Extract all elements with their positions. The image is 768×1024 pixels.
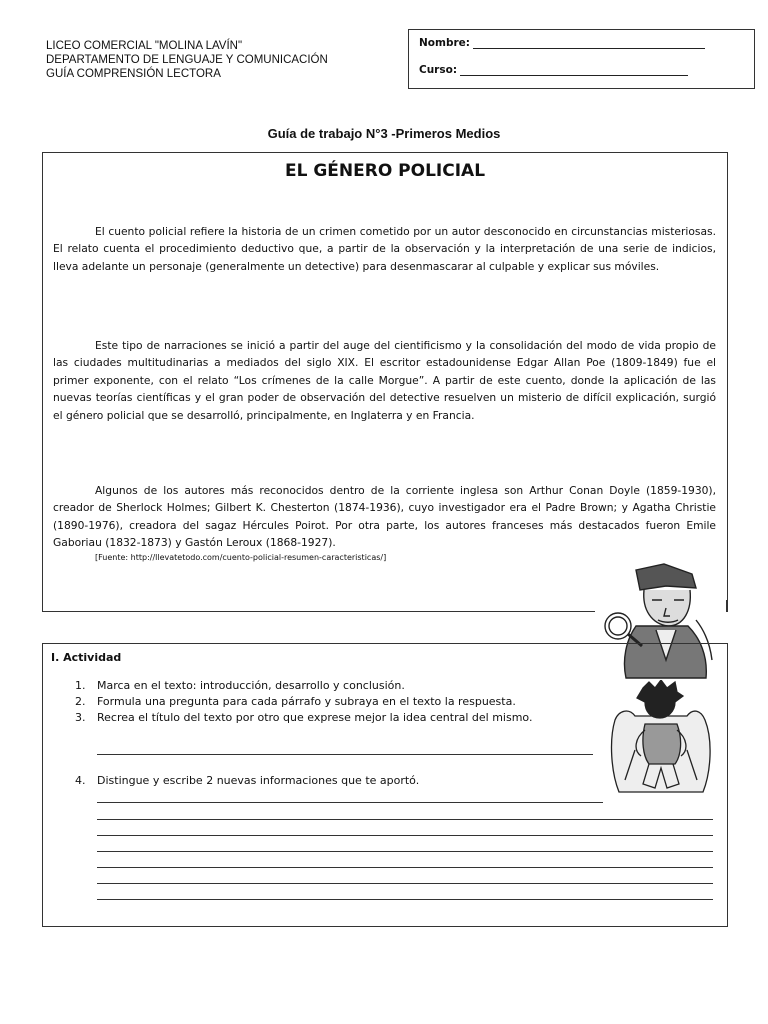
answer-line-4f[interactable]: [97, 883, 713, 884]
paragraph-1: El cuento policial refiere la historia de un crimen cometido por un autor desconocido en circunstancias misteriosas. El relato cuenta el procedimiento deductivo que, a partir de la observación y la interpretación de una serie de indicios, lleva adelante un personaje (generalmente un detective) para desenmascarar al culpable y explicar sus móviles.: [53, 225, 716, 273]
activity-item-1: 1. Marca en el texto: introducción, desarrollo y conclusión.: [75, 679, 405, 692]
school-header: [46, 39, 328, 81]
answer-line-4a[interactable]: [97, 802, 603, 803]
school-name: LICEO COMERCIAL "MOLINA LAVÍN": [46, 40, 243, 52]
department-name: DEPARTAMENTO DE LENGUAJE Y COMUNICACIÓN: [46, 54, 328, 66]
paragraph-3: Algunos de los autores más reconocidos dentro de la corriente inglesa son Arthur Conan Doyle (1859-1930), creador de Sherlock Holmes; Gilbert K. Chesterton (1874-1936), cuyo investigador era el Padre Brown; y Agatha Christie (1890-1976), creadora del sagaz Hércules Poirot. Por otra parte, los autores franceses más destacados fueron Emile Gaboriau (1832-1873) y Gastón Leroux (1868-1927).: [53, 484, 716, 550]
reading-box: [42, 152, 728, 612]
course-row: [419, 64, 688, 76]
name-row: [419, 37, 705, 49]
reading-box-right-border: [726, 600, 727, 612]
student-info-box: [408, 29, 755, 89]
guide-title: Guía de trabajo N°3 -Primeros Medios: [267, 126, 501, 141]
activity-item-4: 4. Distingue y escribe 2 nuevas informaciones que te aportó.: [75, 774, 420, 787]
course-label: Curso:: [419, 64, 458, 76]
guide-type: GUÍA COMPRENSIÓN LECTORA: [46, 68, 221, 80]
seated-figure-icon: [605, 680, 717, 796]
answer-line-4g[interactable]: [97, 899, 713, 900]
answer-line-3[interactable]: [97, 754, 593, 755]
reading-heading: EL GÉNERO POLICIAL: [284, 161, 486, 181]
reading-box-bottom-border: [42, 611, 595, 612]
activity-item-2: 2. Formula una pregunta para cada párrafo y subraya en el texto la respuesta.: [75, 695, 516, 708]
answer-line-4e[interactable]: [97, 867, 713, 868]
source-citation: [Fuente: http://llevatetodo.com/cuento-policial-resumen-caracteristicas/]: [95, 553, 387, 562]
name-label: Nombre:: [419, 37, 470, 49]
activity-item-text: Recrea el título del texto por otro que exprese mejor la idea central del mismo.: [97, 711, 533, 724]
name-field[interactable]: [473, 38, 705, 49]
activity-item-text: Formula una pregunta para cada párrafo y subraya en el texto la respuesta.: [97, 695, 516, 708]
activity-title: I. Actividad: [51, 651, 122, 664]
answer-line-4b[interactable]: [97, 819, 713, 820]
course-field[interactable]: [460, 65, 688, 76]
activity-item-3: 3. Recrea el título del texto por otro que exprese mejor la idea central del mismo.: [75, 711, 533, 724]
paragraph-2: Este tipo de narraciones se inició a partir del auge del cientificismo y la consolidación del modo de vida propio de las ciudades multitudinarias a mediados del siglo XIX. El escritor estadounidense Edgar Allan Poe (1809-1849) fue el primer exponente, con el relato “Los crímenes de la calle Morgue”. A partir de este cuento, donde la aplicación de las nuevas teorías científicas y el gran poder de observación del detective resuelven un misterio de difícil explicación, surgió el género policial que se desarrolló, principalmente, en Inglaterra y en Francia.: [53, 339, 716, 422]
activity-item-text: Marca en el texto: introducción, desarrollo y conclusión.: [97, 679, 405, 692]
answer-line-4c[interactable]: [97, 835, 713, 836]
answer-line-4d[interactable]: [97, 851, 713, 852]
activity-item-text: Distingue y escribe 2 nuevas informaciones que te aportó.: [97, 774, 420, 787]
